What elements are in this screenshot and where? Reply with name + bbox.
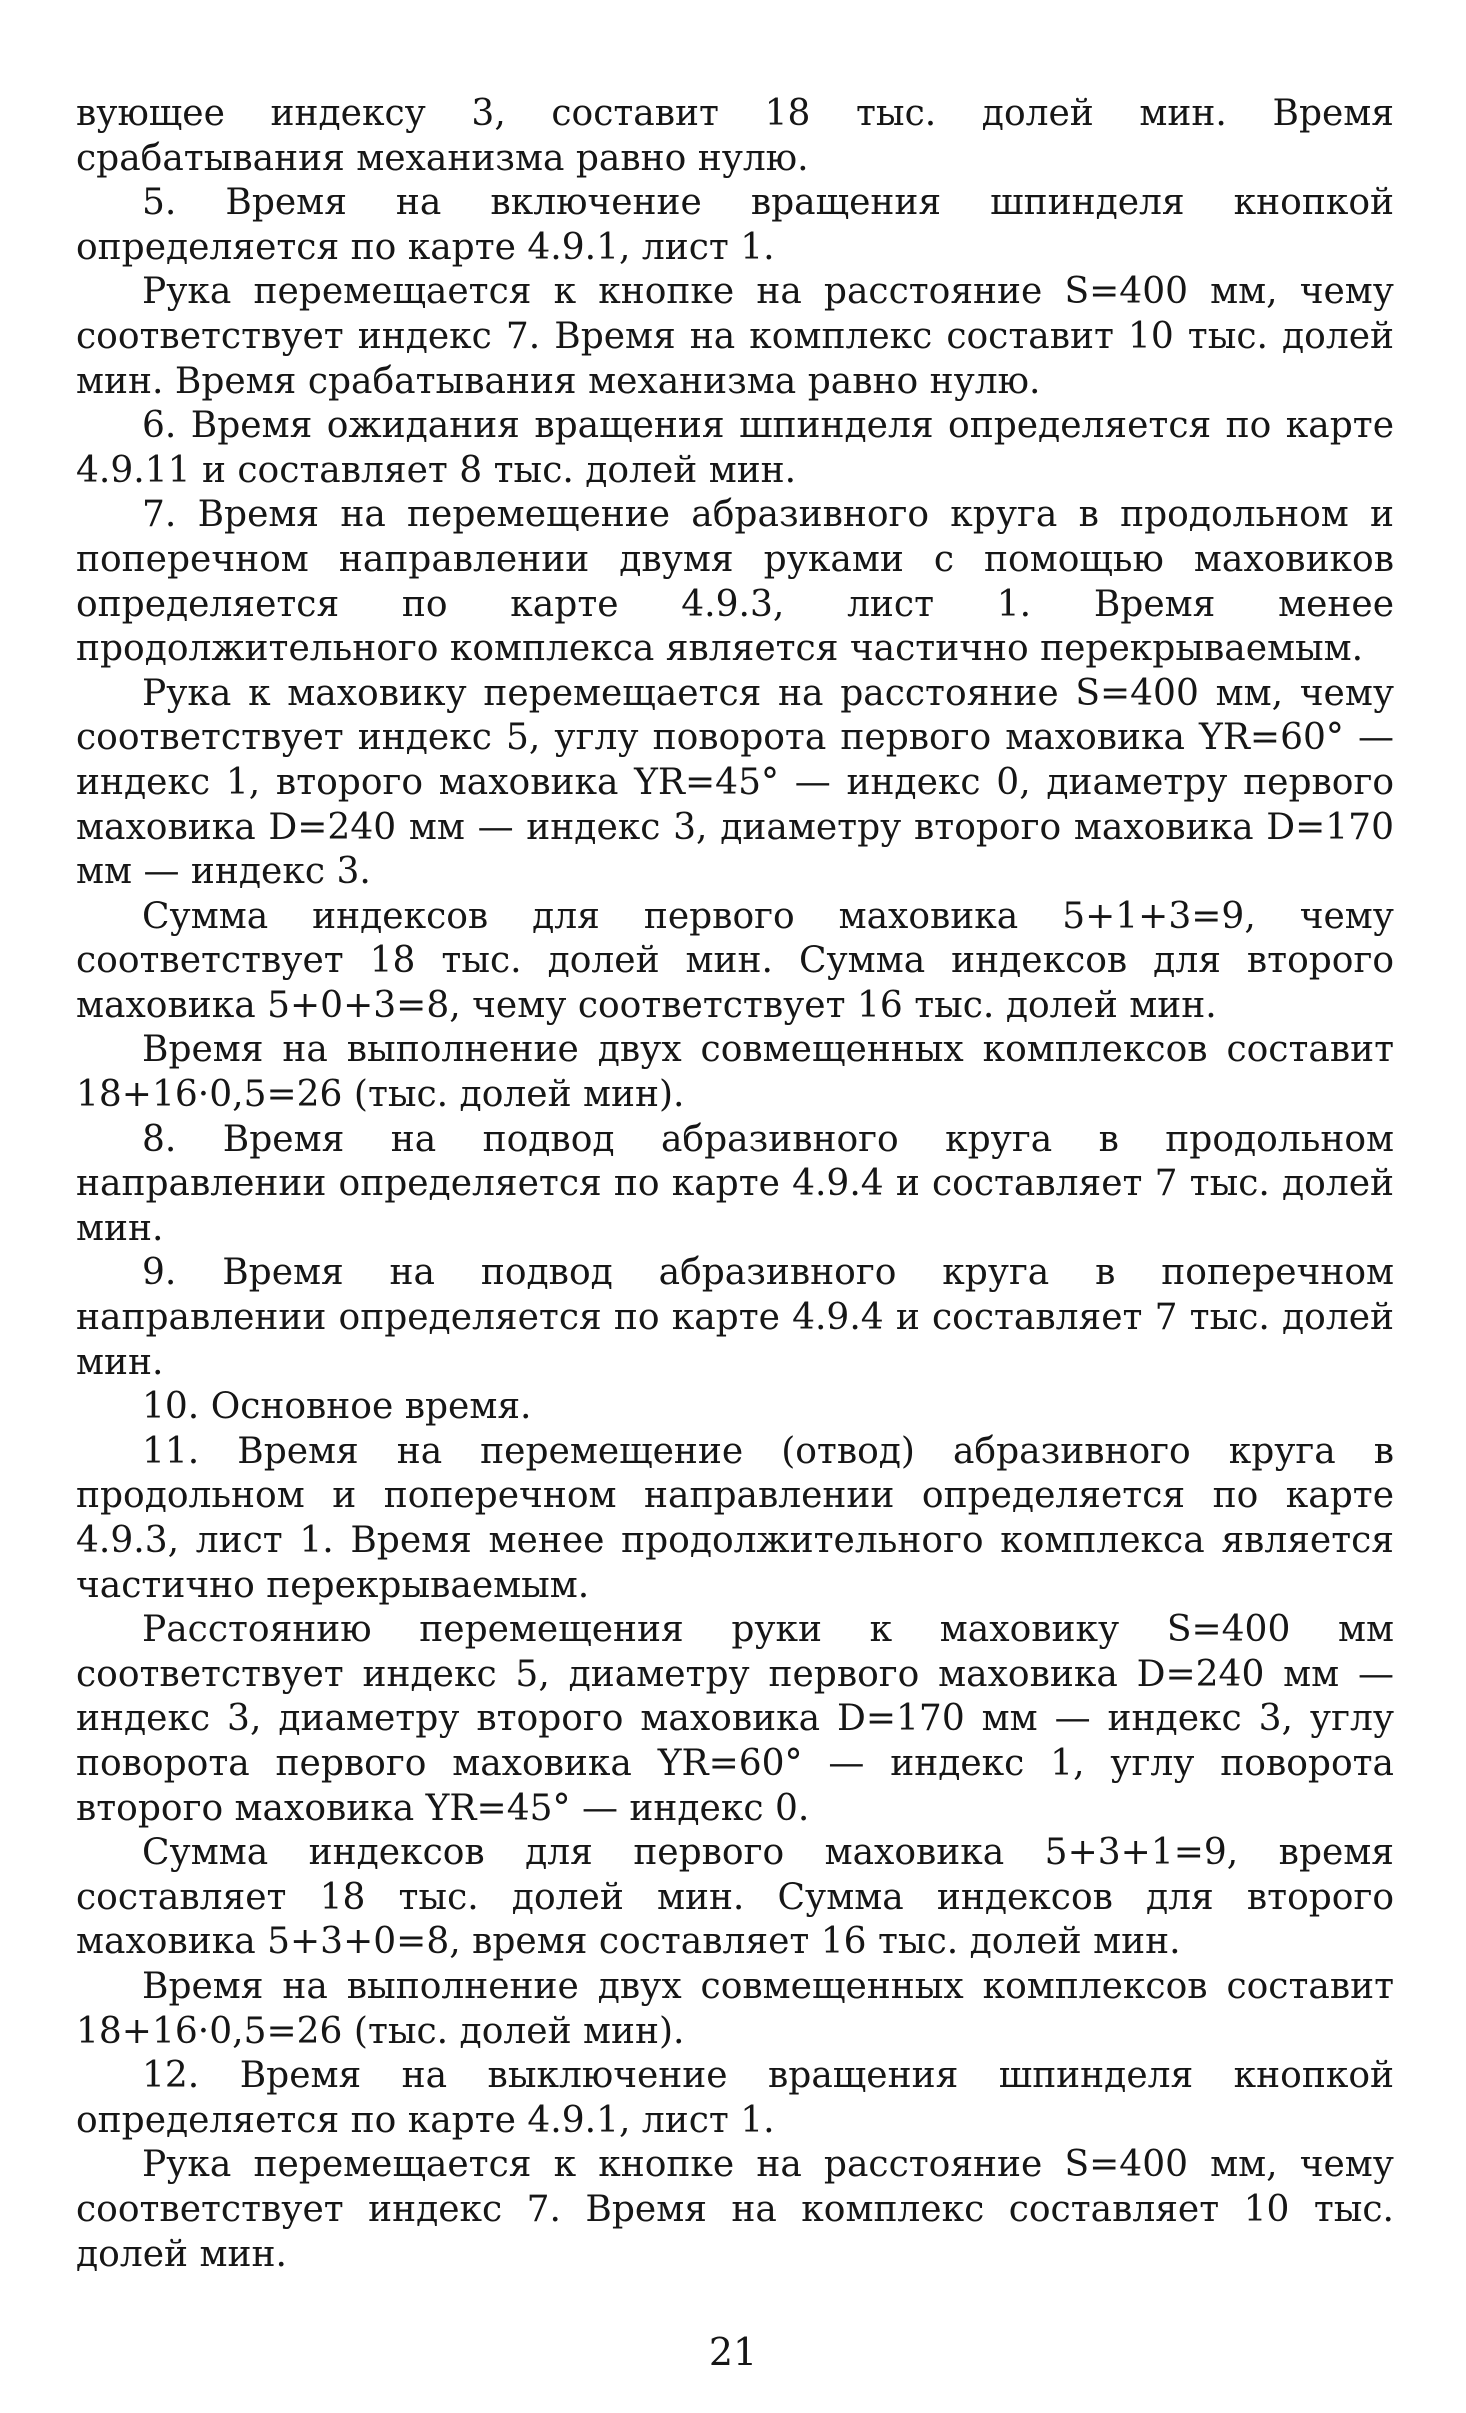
paragraph-item-11-sum: Сумма индексов для первого маховика 5+3+1=9, время составляет 18 тыс. долей мин. Сумма индексов для второго маховика 5+3+0=8, время составляет 16 тыс. долей мин. <box>76 1832 1394 1963</box>
paragraph-item-5-detail: Рука перемещается к кнопке на расстояние S=400 мм, чему соответствует индекс 7. Время на комплекс составит 10 тыс. долей мин. Время срабатывания механизма равно нулю. <box>76 271 1394 402</box>
paragraph-item-7-detail: Рука к маховику перемещается на расстояние S=400 мм, чему соответствует индекс 5, углу поворота первого маховика YR=60° — индекс 1, второго маховика YR=45° — индекс 0, диаметру первого маховика D=240 мм — индекс 3, диаметру второго маховика D=170 мм — индекс 3. <box>76 672 1394 893</box>
paragraph-continuation: вующее индексу 3, составит 18 тыс. долей мин. Время срабатывания механизма равно нулю. <box>76 93 1394 179</box>
paragraph-item-12-detail: Рука перемещается к кнопке на расстояние S=400 мм, чему соответствует индекс 7. Время на комплекс составляет 10 тыс. долей мин. <box>76 2144 1394 2275</box>
paragraph-item-11-detail: Расстоянию перемещения руки к маховику S=400 мм соответствует индекс 5, диаметру первого маховика D=240 мм — индекс 3, диаметру второго маховика D=170 мм — индекс 3, углу поворота первого маховика YR=60° — индекс 1, углу поворота второго маховика YR=45° — индекс 0. <box>76 1609 1394 1829</box>
paragraph-item-7-total: Время на выполнение двух совмещенных комплексов составит 18+16·0,5=26 (тыс. долей мин). <box>76 1029 1394 1116</box>
paragraph-item-12: 12. Время на выключение вращения шпинделя кнопкой определяется по карте 4.9.1, лист 1. <box>76 2055 1394 2141</box>
paragraph-item-7: 7. Время на перемещение абразивного круга в продольном и поперечном направлении двумя руками с помощью маховиков определяется по карте 4.9.3, лист 1. Время менее продолжительного комплекса является частично перекрываемым. <box>76 494 1394 670</box>
paragraph-item-11-total: Время на выполнение двух совмещенных комплексов составит 18+16·0,5=26 (тыс. долей мин). <box>76 1965 1394 2052</box>
paragraph-item-10: 10. Основное время. <box>142 1386 532 1428</box>
paragraph-item-8: 8. Время на подвод абразивного круга в продольном направлении определяется по карте 4.9.4 и составляет 7 тыс. долей мин. <box>76 1118 1394 1249</box>
paragraph-item-9: 9. Время на подвод абразивного круга в поперечном направлении определяется по карте 4.9.4 и составляет 7 тыс. долей мин. <box>76 1252 1394 1383</box>
paragraph-item-7-sum: Сумма индексов для первого маховика 5+1+3=9, чему соответствует 18 тыс. долей мин. Сумма индексов для второго маховика 5+0+3=8, чему соответствует 16 тыс. долей мин. <box>76 895 1394 1026</box>
page-number: 21 <box>708 2330 758 2374</box>
paragraph-item-11: 11. Время на перемещение (отвод) абразивного круга в продольном и поперечном направлении определяется по карте 4.9.3, лист 1. Время менее продолжительного комплекса является частично перекрываемым. <box>76 1430 1394 1606</box>
paragraph-item-6: 6. Время ожидания вращения шпинделя определяется по карте 4.9.11 и составляет 8 тыс. долей мин. <box>76 405 1394 491</box>
page-body <box>76 92 1394 2277</box>
paragraph-item-5: 5. Время на включение вращения шпинделя кнопкой определяется по карте 4.9.1, лист 1. <box>76 182 1394 268</box>
